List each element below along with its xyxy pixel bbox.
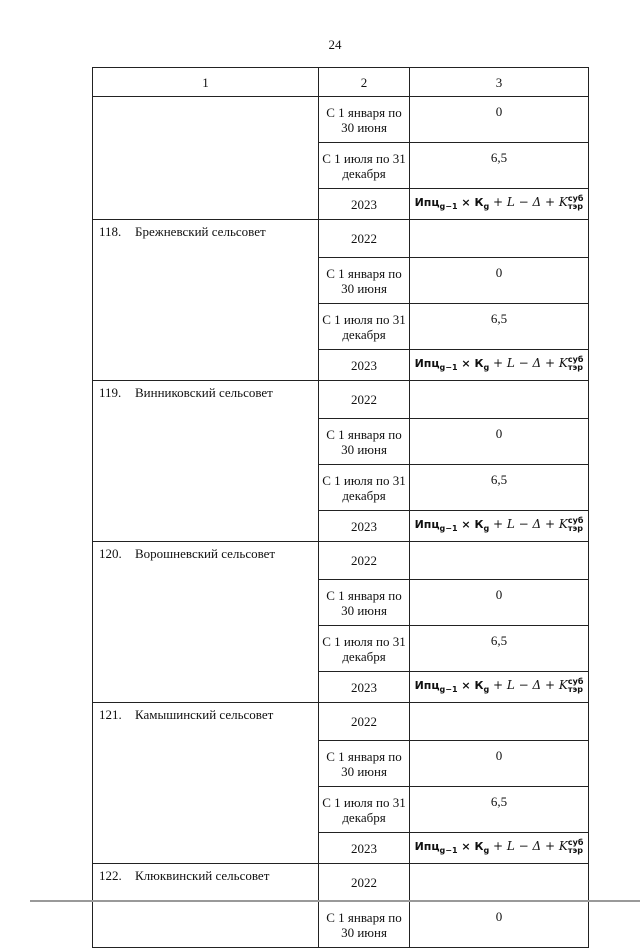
table-row [93,97,589,143]
value-cell: 6,5 [410,626,589,672]
formula-sub: тэр [567,846,583,855]
formula-k: К [474,357,484,370]
formula-tail: + L − Δ + K [493,678,568,692]
period-cell: 2023 [319,833,410,864]
period-cell: 2023 [319,672,410,703]
formula-k: К [474,518,484,531]
formula-k: К [474,679,484,692]
formula-base-sub: g−1 [439,363,458,372]
period-cell: 2023 [319,189,410,220]
row-number: 118. [99,224,122,239]
settlement-name: Клюквинский сельсовет [135,868,270,883]
value-cell [410,542,589,580]
settlement-name: Винниковский сельсовет [135,385,273,400]
table-body [93,97,589,948]
row-number: 122. [99,868,122,883]
header-col-1: 1 [93,68,319,97]
tariff-formula [415,518,584,531]
formula-sup: суб [567,355,584,364]
settlement-name: Ворошневский сельсовет [135,546,276,561]
value-cell: 0 [410,580,589,626]
formula-sup: суб [567,838,584,847]
formula-cell [410,189,589,220]
formula-sub: тэр [567,202,583,211]
formula-k-sub: g [483,202,490,211]
formula-sup: суб [567,677,584,686]
tariff-formula [415,679,584,692]
period-cell: С 1 января по 30 июня [319,97,410,143]
formula-sup: суб [567,194,584,203]
formula-sup: суб [567,516,584,525]
formula-times: × [461,518,471,531]
period-cell: 2022 [319,864,410,902]
period-cell: С 1 июля по 31 декабря [319,787,410,833]
page-number: 24 [328,37,342,52]
settlement-cell [93,381,319,542]
period-cell: С 1 января по 30 июня [319,580,410,626]
value-cell: 0 [410,419,589,465]
formula-base: Ипц [414,840,440,853]
formula-base: Ипц [414,679,440,692]
period-cell: С 1 июля по 31 декабря [319,304,410,350]
row-number: 120. [99,546,122,561]
tariff-formula [415,357,584,370]
value-cell [410,703,589,741]
formula-k: К [474,196,484,209]
period-cell: С 1 июля по 31 декабря [319,465,410,511]
value-cell: 6,5 [410,787,589,833]
settlement-cell [93,220,319,381]
period-cell: С 1 января по 30 июня [319,419,410,465]
formula-tail: + L − Δ + K [493,195,568,209]
formula-cell [410,833,589,864]
formula-k-sub: g [483,363,490,372]
formula-base: Ипц [414,357,440,370]
period-cell: 2023 [319,511,410,542]
formula-tail: + L − Δ + K [493,517,568,531]
formula-base-sub: g−1 [439,846,458,855]
formula-times: × [461,196,471,209]
formula-times: × [461,840,471,853]
row-number: 121. [99,707,122,722]
value-cell [410,864,589,902]
tariff-table [92,67,589,948]
formula-times: × [461,357,471,370]
header-col-2: 2 [319,68,410,97]
formula-sub: тэр [567,685,583,694]
formula-base-sub: g−1 [439,524,458,533]
formula-base: Ипц [414,518,440,531]
settlement-cell [93,703,319,864]
value-cell: 6,5 [410,143,589,189]
formula-cell [410,350,589,381]
formula-sub: тэр [567,524,583,533]
formula-base-sub: g−1 [439,685,458,694]
tariff-formula [415,196,584,209]
settlement-cell [93,542,319,703]
formula-times: × [461,679,471,692]
formula-k-sub: g [483,846,490,855]
period-cell: С 1 июля по 31 декабря [319,626,410,672]
table-row [93,542,589,580]
period-cell: 2022 [319,220,410,258]
value-cell [410,220,589,258]
settlement-cell [93,864,319,948]
formula-cell [410,672,589,703]
period-cell: С 1 января по 30 июня [319,258,410,304]
formula-base: Ипц [414,196,440,209]
formula-tail: + L − Δ + K [493,356,568,370]
period-cell: С 1 января по 30 июня [319,902,410,948]
value-cell [410,381,589,419]
formula-k: К [474,840,484,853]
formula-base-sub: g−1 [439,202,458,211]
formula-cell [410,511,589,542]
header-col-3: 3 [410,68,589,97]
value-cell: 6,5 [410,304,589,350]
settlement-cell [93,97,319,220]
scan-edge-line [30,900,640,902]
value-cell: 0 [410,97,589,143]
formula-tail: + L − Δ + K [493,839,568,853]
value-cell: 6,5 [410,465,589,511]
tariff-formula [415,840,584,853]
period-cell: 2022 [319,542,410,580]
settlement-name: Камышинский сельсовет [135,707,274,722]
table-row [93,381,589,419]
table-row [93,220,589,258]
period-cell: С 1 января по 30 июня [319,741,410,787]
value-cell: 0 [410,258,589,304]
formula-sub: тэр [567,363,583,372]
formula-k-sub: g [483,685,490,694]
period-cell: С 1 июля по 31 декабря [319,143,410,189]
table-row [93,703,589,741]
period-cell: 2022 [319,703,410,741]
table-row [93,864,589,902]
value-cell: 0 [410,741,589,787]
period-cell: 2022 [319,381,410,419]
settlement-name: Брежневский сельсовет [135,224,266,239]
period-cell: 2023 [319,350,410,381]
value-cell: 0 [410,902,589,948]
table-header-row [93,68,589,97]
row-number: 119. [99,385,122,400]
formula-k-sub: g [483,524,490,533]
